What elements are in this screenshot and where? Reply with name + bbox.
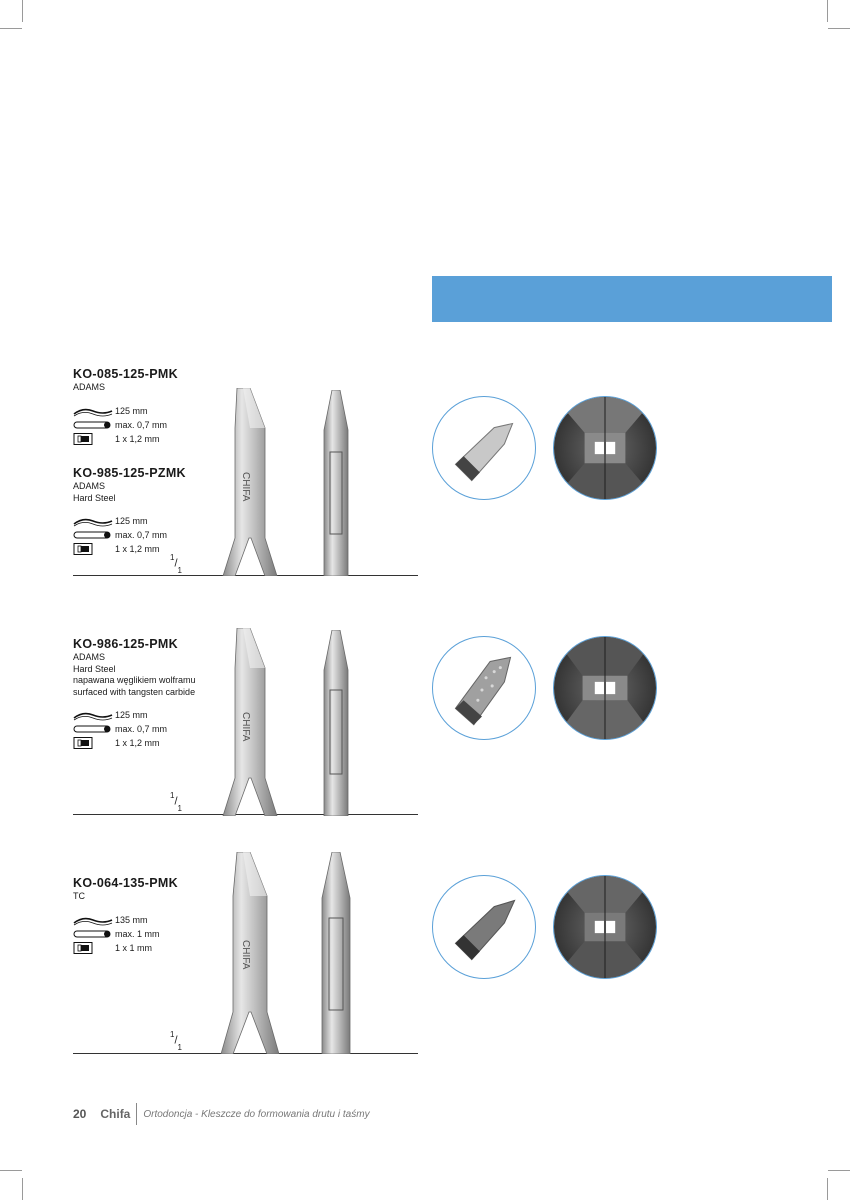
- plier-side-image: [316, 390, 356, 576]
- product-desc: Hard Steel: [73, 492, 116, 503]
- plier-front-image: [215, 388, 285, 576]
- crop-mark: [0, 28, 22, 29]
- footer-separator: [136, 1103, 137, 1125]
- jaw-detail-image: [553, 396, 657, 500]
- footer-subtitle: Ortodoncja - Kleszcze do formowania drutu i taśmy: [143, 1108, 370, 1120]
- jaw-detail-image: [553, 875, 657, 979]
- spec-wire: max. 0,7 mm: [73, 528, 418, 542]
- spec-wire: max. 0,7 mm: [73, 722, 418, 736]
- wire-icon: [73, 928, 113, 940]
- product-code: KO-085-125-PMK: [73, 367, 178, 381]
- spec-length: 125 mm: [73, 708, 418, 722]
- plier-front-image: [215, 852, 285, 1054]
- spec-length: 125 mm: [73, 514, 418, 528]
- tip-detail-image: [432, 636, 536, 740]
- length-icon: [73, 709, 113, 721]
- band-icon: [73, 543, 113, 555]
- plier-brand-text: CHIFA: [240, 940, 251, 970]
- product-code: KO-064-135-PMK: [73, 876, 178, 890]
- spec-band: 1 x 1,2 mm: [73, 542, 418, 556]
- band-icon: [73, 942, 113, 954]
- product-desc: ADAMS: [73, 652, 106, 662]
- crop-mark: [827, 1178, 828, 1200]
- crop-mark: [22, 0, 23, 22]
- product-desc: TC: [73, 891, 85, 901]
- tip-detail-image: [432, 396, 536, 500]
- spec-wire: max. 0,7 mm: [73, 418, 418, 432]
- band-icon: [73, 737, 113, 749]
- section-banner: [432, 276, 832, 322]
- tip-detail-image: [432, 875, 536, 979]
- spec-band: 1 x 1 mm: [73, 941, 418, 955]
- length-icon: [73, 405, 113, 417]
- crop-mark: [827, 0, 828, 22]
- jaw-detail-image: [553, 636, 657, 740]
- length-icon: [73, 515, 113, 527]
- wire-icon: [73, 419, 113, 431]
- spec-band: 1 x 1,2 mm: [73, 736, 418, 750]
- plier-side-image: [316, 630, 356, 816]
- crop-mark: [828, 1170, 850, 1171]
- crop-mark: [828, 28, 850, 29]
- plier-brand-text: CHIFA: [240, 472, 251, 502]
- product-desc: ADAMS: [73, 382, 106, 392]
- product-code: KO-985-125-PZMK: [73, 466, 186, 480]
- product-code: KO-986-125-PMK: [73, 637, 178, 651]
- product-desc: Hard Steel: [73, 663, 116, 674]
- product-desc: ADAMS: [73, 481, 106, 491]
- scale-label: $^1/_1$: [170, 791, 182, 813]
- band-icon: [73, 433, 113, 445]
- spec-length: 135 mm: [73, 913, 418, 927]
- crop-mark: [0, 1170, 22, 1171]
- spec-length: 125 mm: [73, 404, 418, 418]
- plier-front-image: [215, 628, 285, 816]
- plier-side-image: [316, 852, 356, 1054]
- crop-mark: [22, 1178, 23, 1200]
- scale-label: $^1/_1$: [170, 1030, 182, 1052]
- length-icon: [73, 914, 113, 926]
- wire-icon: [73, 723, 113, 735]
- plier-brand-text: CHIFA: [240, 712, 251, 742]
- spec-wire: max. 1 mm: [73, 927, 418, 941]
- spec-band: 1 x 1,2 mm: [73, 432, 418, 446]
- product-desc: napawana węglikiem wolframu: [73, 675, 196, 685]
- footer-brand: Chifa: [100, 1107, 131, 1121]
- wire-icon: [73, 529, 113, 541]
- scale-label: $^1/_1$: [170, 553, 182, 575]
- page-number: 20: [73, 1107, 87, 1121]
- product-desc: surfaced with tangsten carbide: [73, 686, 196, 697]
- page-footer: [73, 1103, 370, 1125]
